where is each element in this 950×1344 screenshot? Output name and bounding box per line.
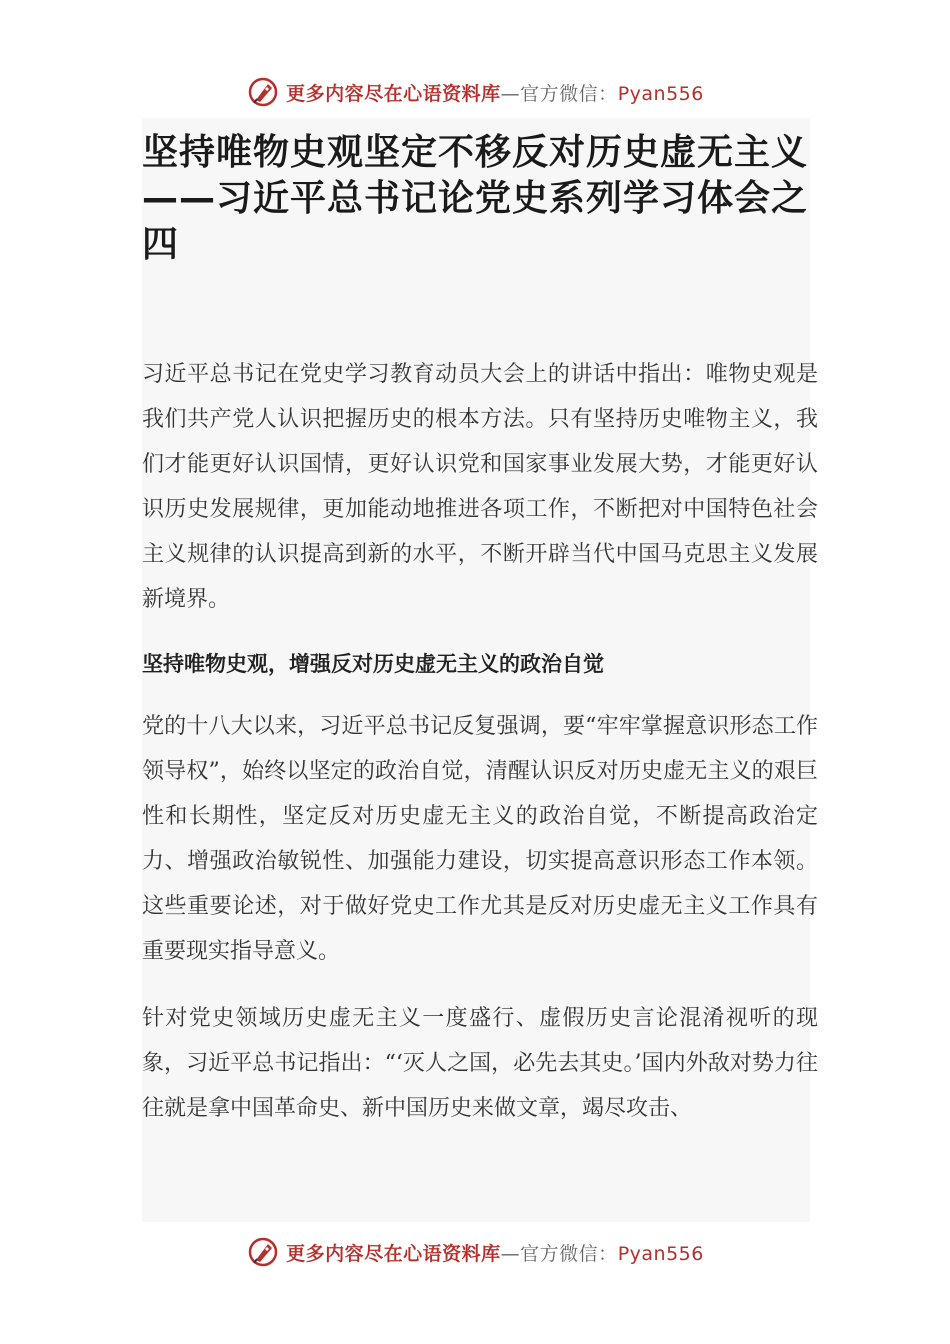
article-body: [142, 352, 818, 1153]
paragraph: 党的十八大以来，习近平总书记反复强调，要“牢牢掌握意识形态工作领导权”，始终以坚定的政治自觉，清醒认识反对历史虚无主义的艰巨性和长期性，坚定反对历史虚无主义的政治自觉，不断提高政治定力、增强政治敏锐性、加强能力建设，切实提高意识形态工作本领。这些重要论述，对于做好党史工作尤其是反对历史虚无主义工作具有重要现实指导意义。: [142, 714, 818, 964]
banner-separator: —: [500, 1242, 521, 1265]
pen-nib-logo-icon: [246, 1235, 280, 1269]
banner-main-text: 更多内容尽在心语资料库: [286, 82, 501, 105]
banner-text: [286, 79, 704, 106]
banner-wechat-label: 官方微信：: [520, 82, 618, 105]
banner-wechat-label: 官方微信：: [520, 1242, 618, 1265]
top-banner: [0, 72, 950, 112]
section-heading: 坚持唯物史观，增强反对历史虚无主义的政治自觉: [142, 652, 604, 676]
paragraph: 针对党史领域历史虚无主义一度盛行、虚假历史言论混淆视听的现象，习近平总书记指出：“‘灭人之国，必先去其史。’国内外敌对势力往往就是拿中国革命史、新中国历史来做文章，竭尽攻击、: [142, 1006, 818, 1121]
pen-nib-logo-icon: [246, 75, 280, 109]
banner-wechat-id: Pyan556: [617, 82, 704, 105]
article-title: 坚持唯物史观坚定不移反对历史虚无主义——习近平总书记论党史系列学习体会之四: [142, 132, 809, 265]
bottom-banner: [0, 1232, 950, 1272]
banner-separator: —: [500, 82, 521, 105]
paragraph: 习近平总书记在党史学习教育动员大会上的讲话中指出：唯物史观是我们共产党人认识把握历史的根本方法。只有坚持历史唯物主义，我们才能更好认识国情，更好认识党和国家事业发展大势，才能更好认识历史发展规律，更加能动地推进各项工作，不断把对中国特色社会主义规律的认识提高到新的水平，不断开辟当代中国马克思主义发展新境界。: [142, 362, 818, 612]
banner-wechat-id: Pyan556: [617, 1242, 704, 1265]
banner-main-text: 更多内容尽在心语资料库: [286, 1242, 501, 1265]
banner-text: [286, 1239, 704, 1266]
